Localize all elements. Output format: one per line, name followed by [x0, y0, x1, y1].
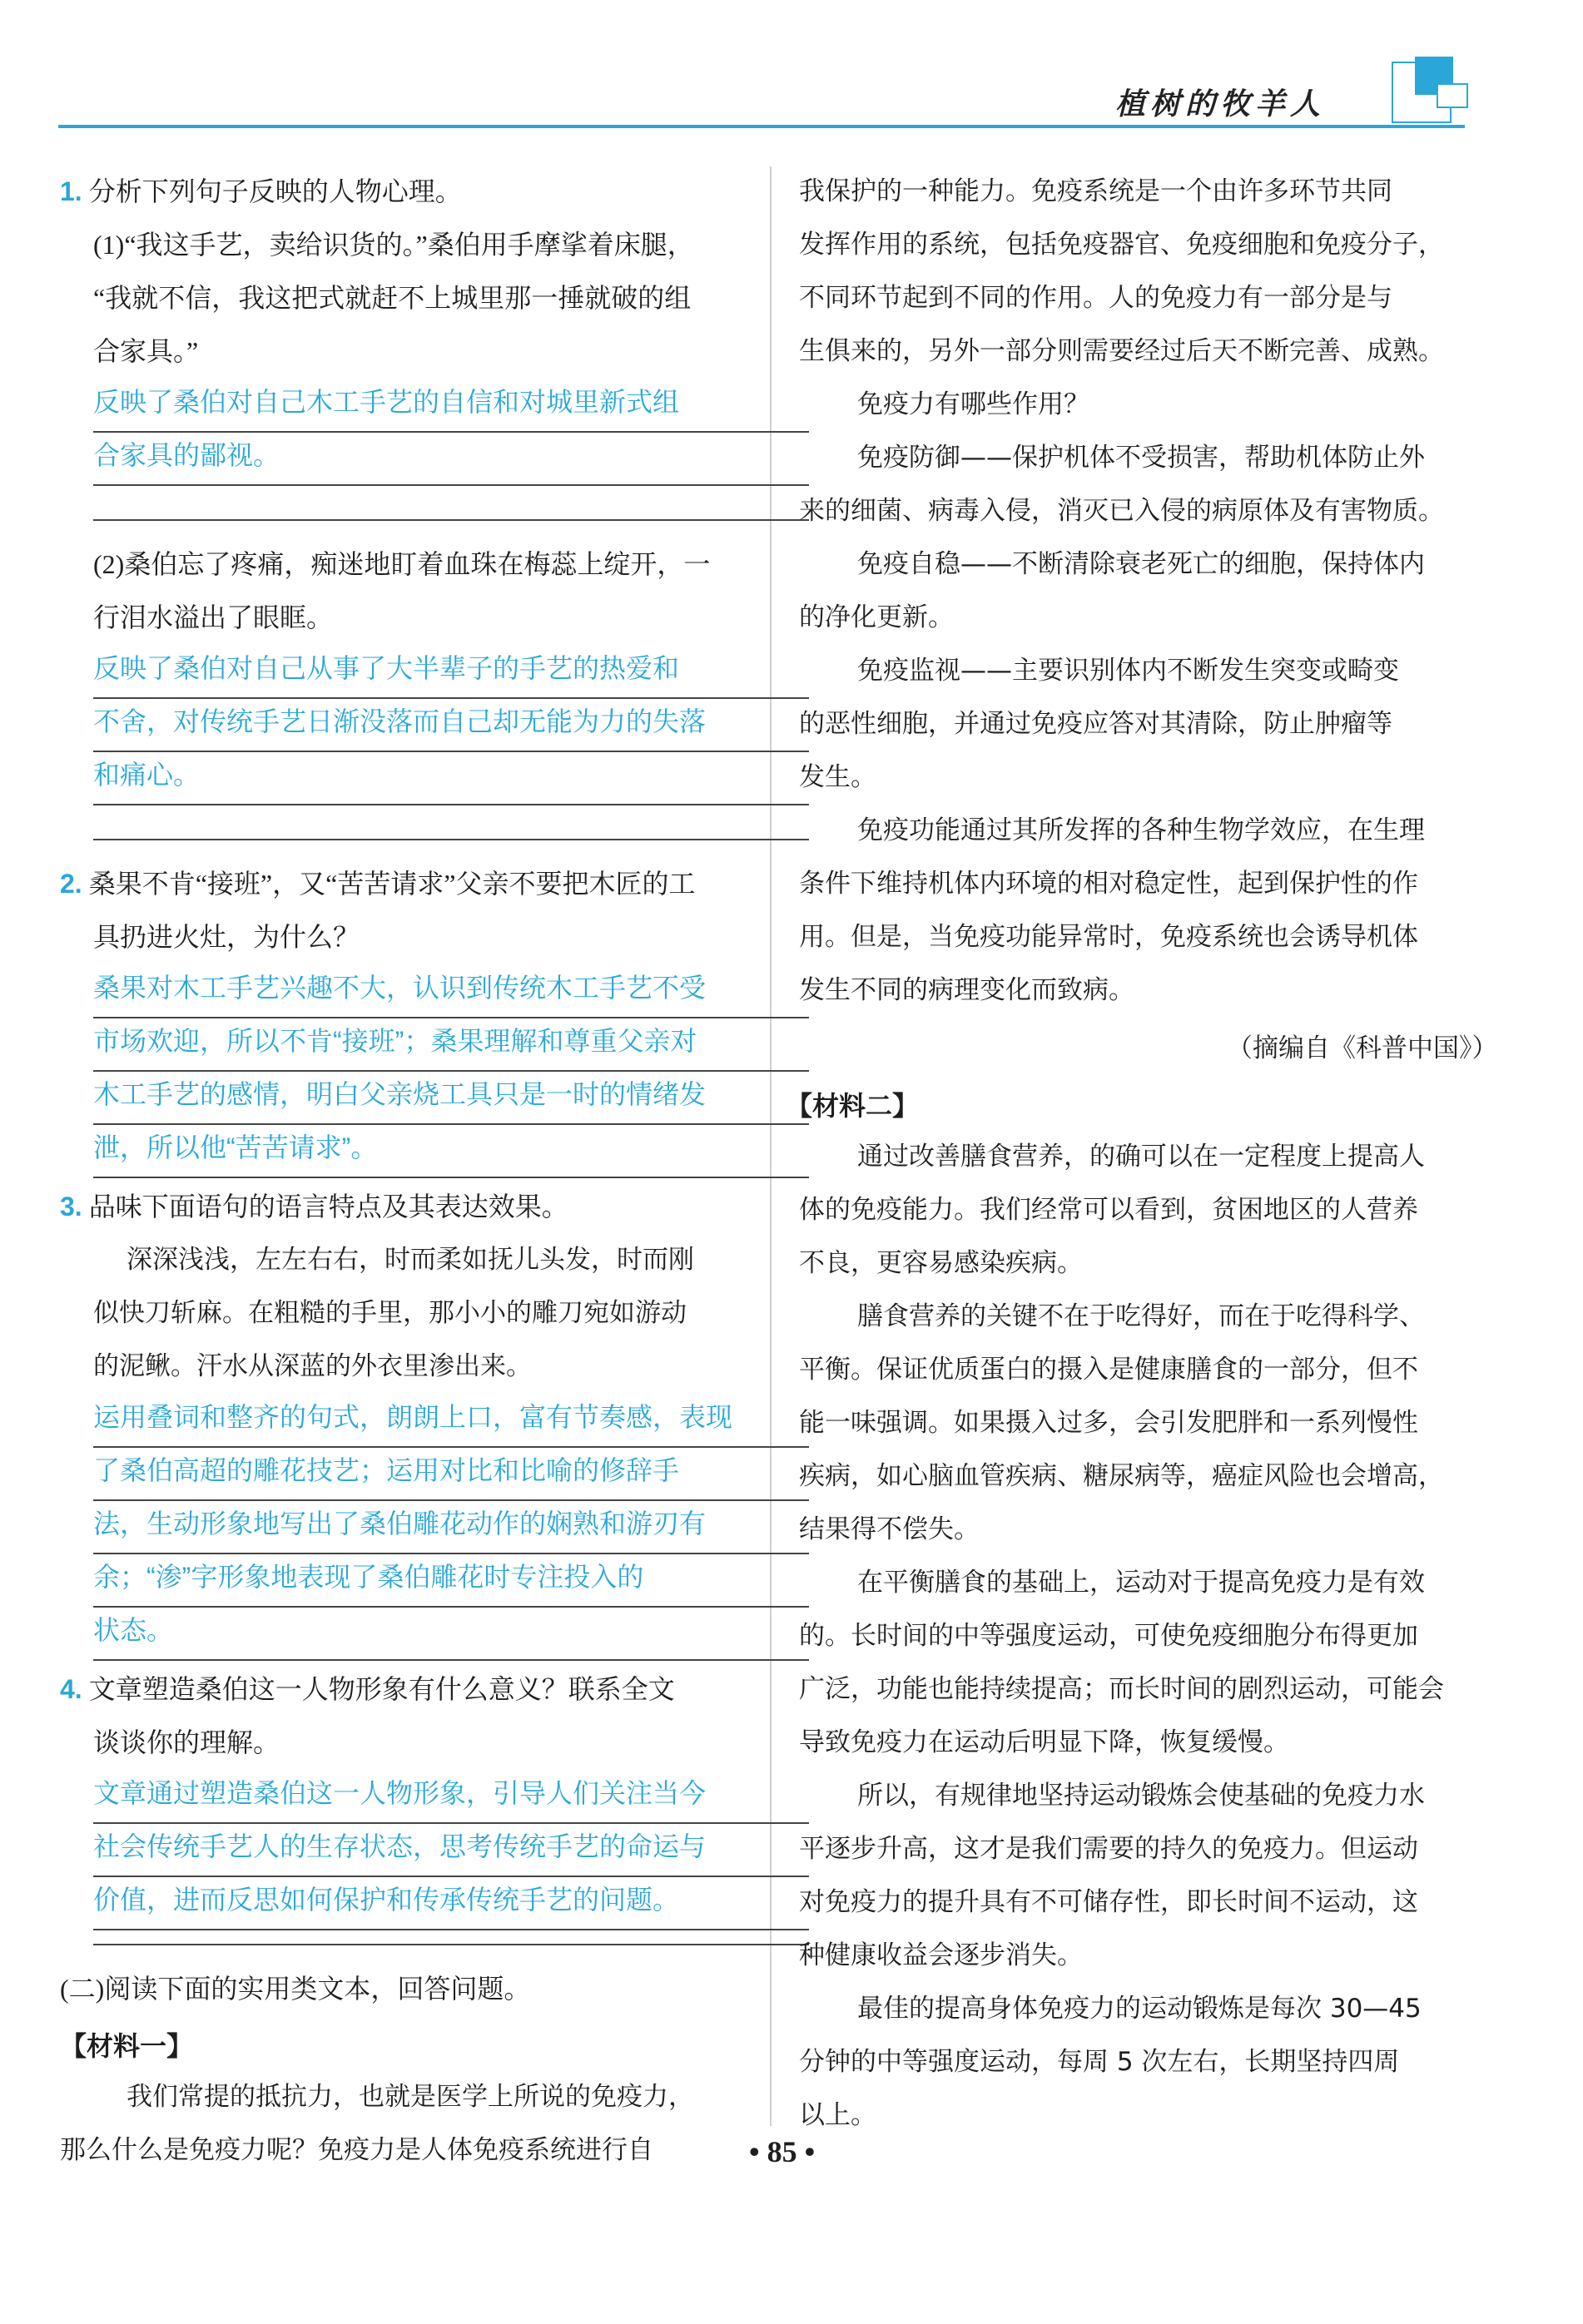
question-number: 1. [60, 176, 82, 206]
material-1-line: 我们常提的抵抗力，也就是医学上所说的免疫力， [127, 2082, 694, 2112]
question-text: 品味下面语句的语言特点及其表达效果。 [88, 1192, 568, 1221]
answer-line: 桑果对木工手艺兴趣不大，认识到传统木工手艺不受 [93, 964, 809, 1018]
text-line: 能一味强调。如果摄入过多，会引发肥胖和一系列慢性 [799, 1408, 1418, 1438]
text-line: 免疫防御——保护机体不受损害，帮助机体防止外 [857, 443, 1425, 473]
answer-line: 和痛心。 [93, 751, 809, 805]
header-decoration-small [1437, 83, 1468, 108]
answer-line: 合家具的鄙视。 [93, 431, 809, 486]
text-line: 免疫自稳——不断清除衰老死亡的细胞，保持体内 [857, 549, 1425, 579]
question-number: 4. [60, 1674, 82, 1704]
question-1 [60, 165, 462, 218]
text-line: 发挥作用的系统，包括免疫器官、免疫细胞和免疫分子， [799, 230, 1444, 260]
text-line: 用。但是，当免疫功能异常时，免疫系统也会诱导机体 [799, 922, 1418, 952]
text-line: 所以，有规律地坚持运动锻炼会使基础的免疫力水 [857, 1781, 1425, 1811]
answer-line: 余；“渗”字形象地表现了桑伯雕花时专注投入的 [93, 1553, 809, 1608]
answer-line: 状态。 [93, 1606, 809, 1661]
text-line: 结果得不偿失。 [799, 1514, 980, 1544]
answer-line: 不舍，对传统手艺日渐没落而自己却无能为力的失落 [93, 697, 809, 752]
text-line: 平逐步升高，这才是我们需要的持久的免疫力。但运动 [799, 1834, 1418, 1864]
q1-1-line: 合家具。” [93, 336, 199, 366]
quote-line: 似快刀斩麻。在粗糙的手里，那小小的雕刀宛如游动 [93, 1298, 687, 1328]
answer-blank-line [93, 839, 809, 840]
question-number: 2. [60, 869, 82, 899]
q1-1-line: “我就不信，我这把式就赶不上城里那一捶就破的组 [93, 283, 692, 313]
header-title: 植树的牧羊人 [1115, 87, 1326, 121]
text-line: 发生不同的病理变化而致病。 [799, 975, 1134, 1005]
answer-line: 木工手艺的感情，明白父亲烧工具只是一时的情绪发 [93, 1070, 809, 1125]
text-line: 不良，更容易感染疾病。 [799, 1248, 1083, 1278]
text-line: 发生。 [799, 762, 876, 792]
material-2-title: 【材料二】 [786, 1091, 920, 1121]
answer-line: 反映了桑伯对自己木工手艺的自信和对城里新式组 [93, 378, 809, 433]
material-1-title: 【材料一】 [60, 2031, 194, 2061]
text-line: 分钟的中等强度运动，每周 5 次左右，长期坚持四周 [799, 2047, 1400, 2077]
text-line: 通过改善膳食营养，的确可以在一定程度上提高人 [857, 1142, 1425, 1172]
answer-line: 运用叠词和整齐的句式，朗朗上口，富有节奏感，表现 [93, 1393, 809, 1448]
text-line: 最佳的提高身体免疫力的运动锻炼是每次 30—45 [857, 1994, 1422, 2024]
question-text: 文章塑造桑伯这一人物形象有什么意义？联系全文 [88, 1674, 675, 1704]
text-line: 种健康收益会逐步消失。 [799, 1940, 1083, 1970]
text-line: 来的细菌、病毒入侵，消灭已入侵的病原体及有害物质。 [799, 496, 1444, 526]
question-text: 桑果不肯“接班”，又“苦苦请求”父亲不要把木匠的工 [88, 869, 696, 899]
text-line: 导致免疫力在运动后明显下降，恢复缓慢。 [799, 1727, 1289, 1757]
header-rule [58, 125, 1465, 128]
text-line: 我保护的一种能力。免疫系统是一个由许多环节共同 [799, 176, 1392, 206]
answer-line: 了桑伯高超的雕花技艺；运用对比和比喻的修辞手 [93, 1446, 809, 1501]
page-number: • 85 • [749, 2135, 816, 2168]
answer-line: 价值，进而反思如何保护和传承传统手艺的问题。 [93, 1876, 809, 1930]
answer-line: 法，生动形象地写出了桑伯雕花动作的娴熟和游刃有 [93, 1499, 809, 1554]
text-line: 免疫功能通过其所发挥的各种生物学效应，在生理 [857, 815, 1425, 845]
text-line: 免疫监视——主要识别体内不断发生突变或畸变 [857, 656, 1399, 686]
q1-2-line: 行泪水溢出了眼眶。 [93, 602, 334, 632]
question-4 [60, 1662, 675, 1716]
question-2 [60, 857, 696, 910]
text-line: 平衡。保证优质蛋白的摄入是健康膳食的一部分，但不 [799, 1355, 1418, 1385]
answer-line: 社会传统手艺人的生存状态，思考传统手艺的命运与 [93, 1822, 809, 1877]
text-line: 的净化更新。 [799, 602, 954, 632]
text-line: 膳食营养的关键不在于吃得好，而在于吃得科学、 [857, 1301, 1425, 1331]
question-3 [60, 1180, 568, 1233]
quote-line: 的泥鳅。汗水从深蓝的外衣里渗出来。 [93, 1351, 532, 1381]
text-line: 以上。 [799, 2100, 876, 2130]
answer-line: 文章通过塑造桑伯这一人物形象，引导人们关注当今 [93, 1769, 809, 1824]
q2-line: 具扔进火灶，为什么？ [93, 922, 360, 952]
text-line: 体的免疫能力。我们经常可以看到，贫困地区的人营养 [799, 1195, 1418, 1225]
answer-blank-line [93, 1944, 809, 1945]
text-line: 免疫力有哪些作用？ [857, 389, 1089, 419]
material-1-line: 那么什么是免疫力呢？免疫力是人体免疫系统进行自 [60, 2135, 653, 2165]
answer-line: 泄，所以他“苦苦请求”。 [93, 1123, 809, 1178]
q1-2-line: (2)桑伯忘了疼痛，痴迷地盯着血珠在梅蕊上绽开，一 [93, 549, 711, 579]
question-text: 分析下列句子反映的人物心理。 [88, 176, 462, 206]
text-line: 生俱来的，另外一部分则需要经过后天不断完善、成熟。 [799, 336, 1444, 366]
question-number: 3. [60, 1192, 82, 1221]
text-line: 不同环节起到不同的作用。人的免疫力有一部分是与 [799, 283, 1392, 313]
answer-line: 市场欢迎，所以不肯“接班”；桑果理解和尊重父亲对 [93, 1017, 809, 1072]
answer-blank-line [93, 519, 809, 521]
text-line: 的恶性细胞，并通过免疫应答对其清除，防止肿瘤等 [799, 709, 1392, 739]
q4-line: 谈谈你的理解。 [93, 1727, 280, 1757]
text-line: 广泛，功能也能持续提高；而长时间的剧烈运动，可能会 [799, 1674, 1444, 1704]
text-line: 的。长时间的中等强度运动，可使免疫细胞分布得更加 [799, 1621, 1418, 1651]
text-line: 对免疫力的提升具有不可储存性，即长时间不运动，这 [799, 1887, 1418, 1917]
source-citation: （摘编自《科普中国》） [1227, 1033, 1498, 1063]
text-line: 在平衡膳食的基础上，运动对于提高免疫力是有效 [857, 1568, 1425, 1598]
q1-1-line: (1)“我这手艺，卖给识货的。”桑伯用手摩挲着床腿， [93, 230, 694, 260]
answer-line: 反映了桑伯对自己从事了大半辈子的手艺的热爱和 [93, 644, 809, 699]
text-line: 条件下维持机体内环境的相对稳定性，起到保护性的作 [799, 869, 1418, 899]
section-heading: (二)阅读下面的实用类文本，回答问题。 [60, 1974, 531, 2004]
quote-line: 深深浅浅，左左右右，时而柔如抚儿头发，时而刚 [127, 1245, 694, 1275]
text-line: 疾病，如心脑血管疾病、糖尿病等，癌症风险也会增高， [799, 1461, 1444, 1491]
